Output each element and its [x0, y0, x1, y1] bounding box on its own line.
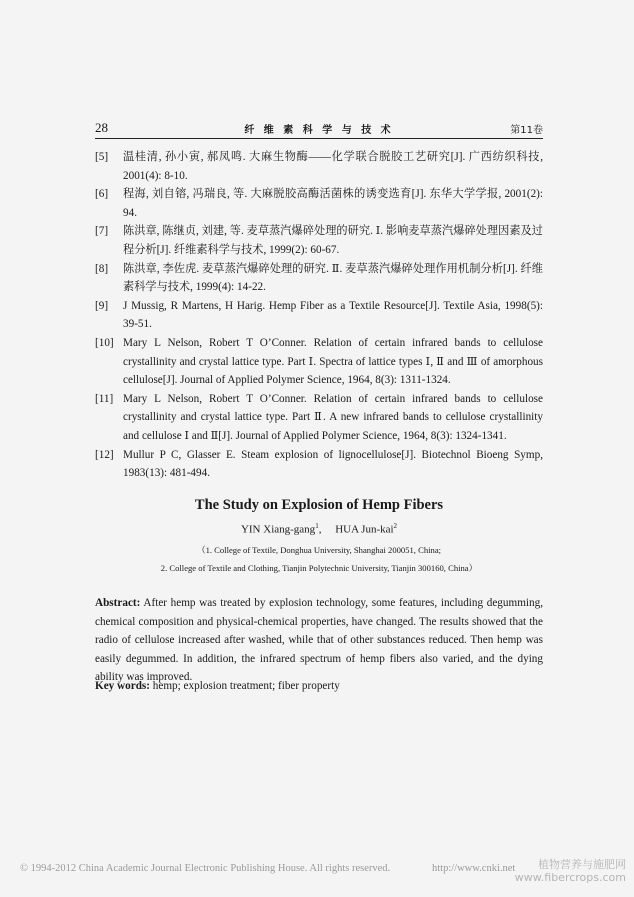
- reference-number: [9]: [95, 299, 109, 312]
- reference-text: Mary L Nelson, Robert T O’Conner. Relation of certain infrared bands to cellulose crystallinity and crystal lattice type. Part Ⅱ. A new infrared bands to cellulose crystallinity and cellulose Ⅰ and Ⅱ[J]. Journal of Applied Polymer Science, 1964, 8(3): 1324-1341.: [123, 392, 543, 442]
- journal-name: 纤 维 素 科 学 与 技 术: [244, 125, 394, 136]
- abstract-label: Abstract:: [95, 597, 141, 609]
- reference-item: [95, 446, 543, 483]
- reference-number: [8]: [95, 262, 109, 275]
- reference-text: 陈洪章, 陈继贞, 刘建, 等. 麦草蒸汽爆碎处理的研究. Ⅰ. 影响麦草蒸汽爆碎处理因素及过程分析[J]. 纤维素科学与技术, 1999(2): 60-67.: [123, 225, 543, 256]
- keywords-label: Key words:: [95, 680, 150, 692]
- affiliation-mark: 2: [393, 522, 398, 530]
- reference-text: 温桂清, 孙小寅, 郝凤鸣. 大麻生物酶——化学联合脱胶工艺研究[J]. 广西纺织科技, 2001(4): 8-10.: [123, 151, 543, 182]
- reference-number: [11]: [95, 392, 114, 405]
- reference-text: J Mussig, R Martens, H Harig. Hemp Fiber as a Textile Resource[J]. Textile Asia, 1998(5): 39-51.: [123, 299, 543, 331]
- footer-url: http://www.cnki.net: [432, 863, 516, 874]
- affiliation-line: 2. College of Textile and Clothing, Tianjin Polytechnic University, Tianjin 300160, China）: [160, 563, 478, 573]
- reference-text: 陈洪章, 李佐虎. 麦草蒸汽爆碎处理的研究. Ⅱ. 麦草蒸汽爆碎处理作用机制分析[J]. 纤维素科学与技术, 1999(4): 14-22.: [123, 262, 543, 294]
- reference-item: [95, 185, 543, 222]
- reference-number: [7]: [95, 225, 109, 238]
- keywords: [95, 680, 543, 692]
- volume-label: 第11卷: [510, 125, 543, 136]
- abstract-text: After hemp was treated by explosion technology, some features, including degumming, chemical composition and physical-chemical properties, have changed. The results showed that the radio of cellulose increased after washed, while that of other substances reduced. Then hemp was easily degummed. In addition, the infrared spectrum of hemp fibers also varied, and the dying ability was improved.: [95, 597, 543, 684]
- reference-number: [12]: [95, 448, 114, 461]
- affiliation-mark: 1: [315, 522, 319, 530]
- affiliation-line: （1. College of Textile, Donghua University, Shanghai 200051, China;: [196, 545, 442, 555]
- watermark: [515, 858, 626, 884]
- reference-text: Mary L Nelson, Robert T O’Conner. Relation of certain infrared bands to cellulose crystallinity and crystal lattice type. Part Ⅰ. Spectra of lattice types Ⅰ, Ⅱ and Ⅲ of amorphous cellulose[J]. Journal of Applied Polymer Science, 1964, 8(3): 1311-1324.: [123, 336, 543, 387]
- keywords-text: hemp; explosion treatment; fiber property: [152, 680, 340, 692]
- article-title: The Study on Explosion of Hemp Fibers: [194, 497, 444, 513]
- reference-item: [95, 148, 543, 185]
- reference-text: Mullur P C, Glasser E. Steam explosion of lignocellulose[J]. Biotechnol Bioeng Symp, 1983(13): 481-494.: [123, 448, 543, 480]
- watermark-text: 植物营养与施肥网: [538, 858, 626, 871]
- abstract: [95, 594, 543, 687]
- running-header: [95, 120, 543, 139]
- reference-item: [95, 260, 543, 297]
- reference-item: [95, 222, 543, 259]
- author-name: HUA Jun-kai: [335, 523, 394, 536]
- author-line: YIN Xiang-gang$^1$, HUA Jun-kai$^2$: [240, 522, 398, 536]
- reference-item: [95, 334, 543, 390]
- reference-text: 程海, 刘自镕, 冯瑞良, 等. 大麻脱胶高酶活菌株的诱变选育[J]. 东华大学学报, 2001(2): 94.: [123, 188, 543, 219]
- watermark-url: www.fibercrops.com: [514, 871, 626, 884]
- reference-number: [10]: [95, 336, 114, 349]
- copyright-notice: © 1994-2012 China Academic Journal Electronic Publishing House. All rights reserved.: [20, 863, 391, 874]
- reference-number: [6]: [95, 188, 109, 201]
- reference-item: [95, 390, 543, 446]
- reference-item: [95, 297, 543, 334]
- author-name: YIN Xiang-gang: [240, 523, 316, 536]
- reference-number: [5]: [95, 151, 109, 163]
- reference-list: [95, 148, 543, 483]
- page-number: 28: [95, 120, 108, 135]
